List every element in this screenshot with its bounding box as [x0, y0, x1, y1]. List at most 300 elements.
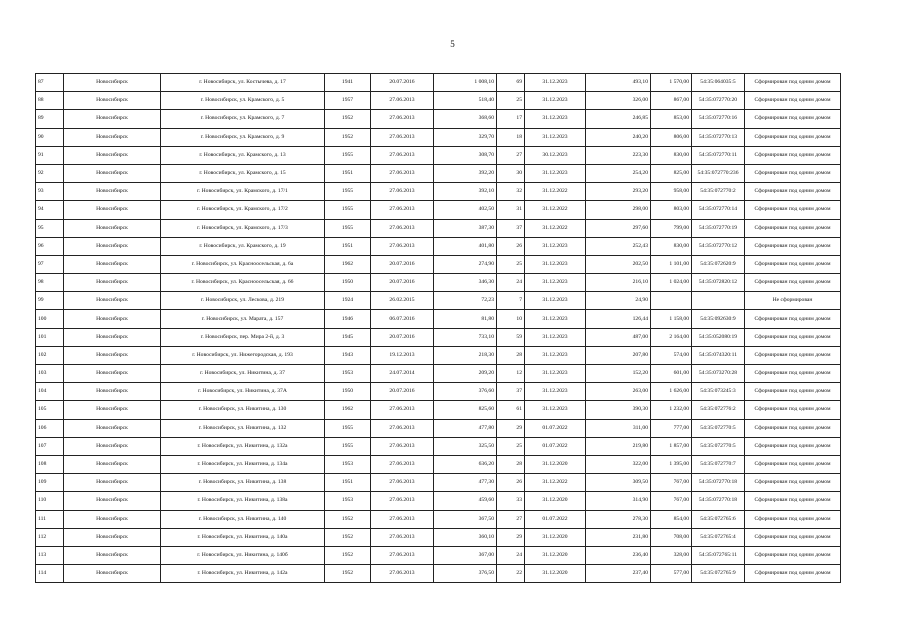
address-cell: г. Новосибирск, ул. Никитина, д. 140б [161, 546, 325, 564]
living-area-cell: 254,20 [586, 164, 651, 182]
cadastral-number-cell: 54:35:072765:11 [692, 546, 745, 564]
row-number: 91 [36, 146, 64, 164]
total-area-cell: 329,70 [434, 128, 497, 146]
table-row [36, 528, 841, 546]
land-status-cell: Сформирован под одним домом [745, 346, 841, 364]
land-area-cell: 1 857,00 [651, 437, 692, 455]
total-area-cell: 274,90 [434, 255, 497, 273]
table-row [36, 292, 841, 310]
land-area-cell: 1 158,00 [651, 310, 692, 328]
residents-count-cell: 25 [497, 92, 525, 110]
cadastral-number-cell: 54:35:052080:19 [692, 328, 745, 346]
registration-date-cell: 27.06.2013 [371, 237, 434, 255]
living-area-cell: 231,80 [586, 528, 651, 546]
settlement-cell: Новосибирск [64, 292, 161, 310]
resettlement-date-cell: 31.12.2023 [525, 92, 586, 110]
land-status-cell: Сформирован под одним домом [745, 455, 841, 473]
table-row [36, 237, 841, 255]
registration-date-cell: 27.06.2013 [371, 492, 434, 510]
settlement-cell: Новосибирск [64, 328, 161, 346]
registration-date-cell: 20.07.2016 [371, 255, 434, 273]
address-cell: г. Новосибирск, ул. Никитина, д. 142а [161, 565, 325, 583]
land-status-cell: Сформирован под одним домом [745, 255, 841, 273]
row-number: 106 [36, 419, 64, 437]
row-number: 111 [36, 510, 64, 528]
total-area-cell: 367,00 [434, 546, 497, 564]
residents-count-cell: 30 [497, 164, 525, 182]
cadastral-number-cell: 54:35:092630:9 [692, 310, 745, 328]
settlement-cell: Новосибирск [64, 546, 161, 564]
land-area-cell: 708,00 [651, 528, 692, 546]
settlement-cell: Новосибирск [64, 528, 161, 546]
settlement-cell: Новосибирск [64, 310, 161, 328]
table-row [36, 255, 841, 273]
land-status-cell: Сформирован под одним домом [745, 164, 841, 182]
settlement-cell: Новосибирск [64, 219, 161, 237]
total-area-cell: 392,20 [434, 164, 497, 182]
table-row [36, 146, 841, 164]
registration-date-cell: 27.06.2013 [371, 146, 434, 164]
table-row [36, 92, 841, 110]
build-year-cell: 1924 [325, 292, 371, 310]
address-cell: г. Новосибирск, ул. Никитина, д. 138а [161, 492, 325, 510]
total-area-cell: 733,10 [434, 328, 497, 346]
build-year-cell: 1952 [325, 110, 371, 128]
row-number: 104 [36, 383, 64, 401]
row-number: 102 [36, 346, 64, 364]
land-area-cell: 767,00 [651, 492, 692, 510]
residents-count-cell: 12 [497, 365, 525, 383]
settlement-cell: Новосибирск [64, 255, 161, 273]
row-number: 103 [36, 365, 64, 383]
living-area-cell: 252,43 [586, 237, 651, 255]
address-cell: г. Новосибирск, ул. Костычева, д. 17 [161, 74, 325, 92]
build-year-cell: 1955 [325, 437, 371, 455]
residents-count-cell: 59 [497, 328, 525, 346]
settlement-cell: Новосибирск [64, 346, 161, 364]
total-area-cell: 401,80 [434, 237, 497, 255]
row-number: 87 [36, 74, 64, 92]
cadastral-number-cell: 54:35:072770:5 [692, 419, 745, 437]
cadastral-number-cell: 54:35:072770:16 [692, 110, 745, 128]
resettlement-date-cell: 31.12.2020 [525, 528, 586, 546]
resettlement-date-cell: 30.12.2023 [525, 146, 586, 164]
address-cell: г. Новосибирск, пер. Мира 2-й, д. 3 [161, 328, 325, 346]
table-row [36, 201, 841, 219]
residents-count-cell: 33 [497, 492, 525, 510]
registration-date-cell: 27.06.2013 [371, 219, 434, 237]
table-row [36, 474, 841, 492]
table-row [36, 565, 841, 583]
cadastral-number-cell: 54:35:072770:18 [692, 474, 745, 492]
settlement-cell: Новосибирск [64, 183, 161, 201]
living-area-cell: 24,90 [586, 292, 651, 310]
residents-count-cell: 26 [497, 474, 525, 492]
address-cell: г. Новосибирск, ул. Никитина, д. 140а [161, 528, 325, 546]
row-number: 96 [36, 237, 64, 255]
land-status-cell: Сформирован под одним домом [745, 528, 841, 546]
address-cell: г. Новосибирск, ул. Никитина, д. 132а [161, 437, 325, 455]
cadastral-number-cell: 54:35:072765:4 [692, 528, 745, 546]
build-year-cell: 1952 [325, 528, 371, 546]
resettlement-date-cell: 01.07.2022 [525, 419, 586, 437]
land-status-cell: Сформирован под одним домом [745, 492, 841, 510]
registration-date-cell: 27.06.2013 [371, 474, 434, 492]
build-year-cell: 1955 [325, 183, 371, 201]
land-status-cell: Сформирован под одним домом [745, 328, 841, 346]
resettlement-date-cell: 31.12.2023 [525, 274, 586, 292]
registration-date-cell: 27.06.2013 [371, 401, 434, 419]
build-year-cell: 1952 [325, 565, 371, 583]
living-area-cell: 223,30 [586, 146, 651, 164]
land-status-cell: Сформирован под одним домом [745, 383, 841, 401]
row-number: 100 [36, 310, 64, 328]
cadastral-number-cell [692, 292, 745, 310]
build-year-cell: 1953 [325, 365, 371, 383]
cadastral-number-cell: 54:35:072770:2 [692, 183, 745, 201]
row-number: 107 [36, 437, 64, 455]
land-area-cell: 854,00 [651, 510, 692, 528]
land-area-cell: 1 024,00 [651, 274, 692, 292]
registration-date-cell: 27.06.2013 [371, 528, 434, 546]
total-area-cell: 308,70 [434, 146, 497, 164]
land-status-cell: Сформирован под одним домом [745, 565, 841, 583]
land-area-cell [651, 292, 692, 310]
resettlement-date-cell: 31.12.2020 [525, 455, 586, 473]
resettlement-date-cell: 31.12.2023 [525, 346, 586, 364]
resettlement-date-cell: 31.12.2022 [525, 183, 586, 201]
row-number: 99 [36, 292, 64, 310]
table-row [36, 274, 841, 292]
resettlement-date-cell: 31.12.2020 [525, 546, 586, 564]
address-cell: г. Новосибирск, ул. Никитина, д. 130 [161, 401, 325, 419]
land-status-cell: Сформирован под одним домом [745, 110, 841, 128]
total-area-cell: 459,60 [434, 492, 497, 510]
cadastral-number-cell: 54:35:073270:28 [692, 365, 745, 383]
settlement-cell: Новосибирск [64, 128, 161, 146]
residents-count-cell: 7 [497, 292, 525, 310]
build-year-cell: 1952 [325, 546, 371, 564]
living-area-cell: 207,80 [586, 346, 651, 364]
residents-count-cell: 22 [497, 565, 525, 583]
build-year-cell: 1955 [325, 219, 371, 237]
row-number: 105 [36, 401, 64, 419]
living-area-cell: 297,60 [586, 219, 651, 237]
land-status-cell: Сформирован под одним домом [745, 546, 841, 564]
address-cell: г. Новосибирск, ул. Нижегородская, д. 193 [161, 346, 325, 364]
land-area-cell: 958,00 [651, 183, 692, 201]
cadastral-number-cell: 54:35:072776:2 [692, 401, 745, 419]
cadastral-number-cell: 54:35:072770:11 [692, 146, 745, 164]
row-number: 89 [36, 110, 64, 128]
table-row [36, 110, 841, 128]
registration-date-cell: 27.06.2013 [371, 183, 434, 201]
address-cell: г. Новосибирск, ул. Крамского, д. 15 [161, 164, 325, 182]
build-year-cell: 1950 [325, 383, 371, 401]
registration-date-cell: 27.06.2013 [371, 419, 434, 437]
row-number: 97 [36, 255, 64, 273]
address-cell: г. Новосибирск, ул. Лескова, д. 219 [161, 292, 325, 310]
residents-count-cell: 61 [497, 401, 525, 419]
total-area-cell: 392,10 [434, 183, 497, 201]
land-status-cell: Сформирован под одним домом [745, 74, 841, 92]
residents-count-cell: 37 [497, 219, 525, 237]
row-number: 112 [36, 528, 64, 546]
build-year-cell: 1953 [325, 455, 371, 473]
cadastral-number-cell: 54:35:072770:14 [692, 201, 745, 219]
resettlement-date-cell: 01.07.2022 [525, 510, 586, 528]
living-area-cell: 293,20 [586, 183, 651, 201]
build-year-cell: 1962 [325, 401, 371, 419]
registration-date-cell: 27.06.2013 [371, 546, 434, 564]
address-cell: г. Новосибирск, ул. Красноосельская, д. 6а [161, 255, 325, 273]
table-row [36, 365, 841, 383]
table-row [36, 455, 841, 473]
residents-count-cell: 37 [497, 383, 525, 401]
table-row [36, 546, 841, 564]
living-area-cell: 202,50 [586, 255, 651, 273]
living-area-cell: 219,80 [586, 437, 651, 455]
settlement-cell: Новосибирск [64, 510, 161, 528]
settlement-cell: Новосибирск [64, 237, 161, 255]
settlement-cell: Новосибирск [64, 146, 161, 164]
resettlement-date-cell: 31.12.2023 [525, 237, 586, 255]
land-area-cell: 853,00 [651, 110, 692, 128]
table-row [36, 310, 841, 328]
registration-date-cell: 20.07.2016 [371, 383, 434, 401]
living-area-cell: 237,40 [586, 565, 651, 583]
living-area-cell: 236,40 [586, 546, 651, 564]
land-area-cell: 601,00 [651, 365, 692, 383]
land-area-cell: 799,00 [651, 219, 692, 237]
resettlement-date-cell: 31.12.2023 [525, 310, 586, 328]
address-cell: г. Новосибирск, ул. Никитина, д. 37А [161, 383, 325, 401]
table-row [36, 383, 841, 401]
settlement-cell: Новосибирск [64, 401, 161, 419]
address-cell: г. Новосибирск, ул. Крамского, д. 17/3 [161, 219, 325, 237]
build-year-cell: 1953 [325, 492, 371, 510]
residents-count-cell: 31 [497, 201, 525, 219]
land-status-cell: Сформирован под одним домом [745, 474, 841, 492]
living-area-cell: 493,10 [586, 74, 651, 92]
residents-count-cell: 25 [497, 255, 525, 273]
cadastral-number-cell: 54:35:072765:9 [692, 565, 745, 583]
resettlement-date-cell: 31.12.2023 [525, 255, 586, 273]
cadastral-number-cell: 54:35:064035:5 [692, 74, 745, 92]
resettlement-date-cell: 31.12.2023 [525, 328, 586, 346]
total-area-cell: 387,30 [434, 219, 497, 237]
address-cell: г. Новосибирск, ул. Крамского, д. 9 [161, 128, 325, 146]
total-area-cell: 346,30 [434, 274, 497, 292]
residents-count-cell: 18 [497, 128, 525, 146]
land-area-cell: 577,00 [651, 565, 692, 583]
total-area-cell: 1 008,10 [434, 74, 497, 92]
residents-count-cell: 69 [497, 74, 525, 92]
total-area-cell: 368,60 [434, 110, 497, 128]
cadastral-number-cell: 54:35:072770:13 [692, 128, 745, 146]
land-status-cell: Сформирован под одним домом [745, 201, 841, 219]
settlement-cell: Новосибирск [64, 455, 161, 473]
land-area-cell: 1 232,00 [651, 401, 692, 419]
land-status-cell: Сформирован под одним домом [745, 183, 841, 201]
land-status-cell: Не сформирован [745, 292, 841, 310]
address-cell: г. Новосибирск, ул. Никитина, д. 132 [161, 419, 325, 437]
cadastral-number-cell: 54:35:072770:5 [692, 437, 745, 455]
living-area-cell: 487,00 [586, 328, 651, 346]
registration-date-cell: 27.06.2013 [371, 92, 434, 110]
table-row [36, 510, 841, 528]
build-year-cell: 1957 [325, 92, 371, 110]
settlement-cell: Новосибирск [64, 383, 161, 401]
address-cell: г. Новосибирск, ул. Крамского, д. 13 [161, 146, 325, 164]
build-year-cell: 1955 [325, 146, 371, 164]
residents-count-cell: 27 [497, 146, 525, 164]
living-area-cell: 311,00 [586, 419, 651, 437]
total-area-cell: 72,23 [434, 292, 497, 310]
settlement-cell: Новосибирск [64, 437, 161, 455]
cadastral-number-cell: 54:35:072765:6 [692, 510, 745, 528]
residents-count-cell: 29 [497, 419, 525, 437]
total-area-cell: 477,30 [434, 474, 497, 492]
settlement-cell: Новосибирск [64, 365, 161, 383]
residents-count-cell: 10 [497, 310, 525, 328]
land-area-cell: 1 101,00 [651, 255, 692, 273]
living-area-cell: 326,00 [586, 92, 651, 110]
row-number: 114 [36, 565, 64, 583]
land-area-cell: 1 626,00 [651, 383, 692, 401]
total-area-cell: 81,80 [434, 310, 497, 328]
resettlement-date-cell: 31.12.2020 [525, 565, 586, 583]
living-area-cell: 314,90 [586, 492, 651, 510]
total-area-cell: 636,20 [434, 455, 497, 473]
address-cell: г. Новосибирск, ул. Марата, д. 157 [161, 310, 325, 328]
row-number: 108 [36, 455, 64, 473]
land-area-cell: 803,00 [651, 201, 692, 219]
table-row [36, 328, 841, 346]
residents-count-cell: 27 [497, 510, 525, 528]
settlement-cell: Новосибирск [64, 74, 161, 92]
land-area-cell: 830,00 [651, 146, 692, 164]
table-row [36, 492, 841, 510]
table-row [36, 74, 841, 92]
land-area-cell: 1 395,00 [651, 455, 692, 473]
total-area-cell: 402,50 [434, 201, 497, 219]
land-status-cell: Сформирован под одним домом [745, 128, 841, 146]
living-area-cell: 278,30 [586, 510, 651, 528]
land-area-cell: 777,00 [651, 419, 692, 437]
resettlement-date-cell: 01.07.2022 [525, 437, 586, 455]
resettlement-date-cell: 31.12.2023 [525, 74, 586, 92]
build-year-cell: 1952 [325, 128, 371, 146]
registration-date-cell: 27.06.2013 [371, 128, 434, 146]
row-number: 110 [36, 492, 64, 510]
settlement-cell: Новосибирск [64, 110, 161, 128]
land-area-cell: 328,00 [651, 546, 692, 564]
living-area-cell: 263,00 [586, 383, 651, 401]
settlement-cell: Новосибирск [64, 492, 161, 510]
living-area-cell: 246,85 [586, 110, 651, 128]
residents-count-cell: 17 [497, 110, 525, 128]
residents-count-cell: 32 [497, 183, 525, 201]
address-cell: г. Новосибирск, ул. Никитина, д. 138 [161, 474, 325, 492]
registration-date-cell: 27.06.2013 [371, 164, 434, 182]
page-number: 5 [450, 39, 455, 49]
build-year-cell: 1943 [325, 346, 371, 364]
address-cell: г. Новосибирск, ул. Крамского, д. 7 [161, 110, 325, 128]
land-area-cell: 806,00 [651, 128, 692, 146]
registration-date-cell: 27.06.2013 [371, 455, 434, 473]
total-area-cell: 376,50 [434, 565, 497, 583]
living-area-cell: 309,50 [586, 474, 651, 492]
residents-count-cell: 29 [497, 528, 525, 546]
resettlement-date-cell: 31.12.2023 [525, 383, 586, 401]
settlement-cell: Новосибирск [64, 419, 161, 437]
total-area-cell: 518,40 [434, 92, 497, 110]
row-number: 90 [36, 128, 64, 146]
land-status-cell: Сформирован под одним домом [745, 437, 841, 455]
settlement-cell: Новосибирск [64, 474, 161, 492]
cadastral-number-cell: 54:35:072770:20 [692, 92, 745, 110]
row-number: 109 [36, 474, 64, 492]
table-row [36, 128, 841, 146]
cadastral-number-cell: 54:35:072770:7 [692, 455, 745, 473]
registration-date-cell: 06.07.2016 [371, 310, 434, 328]
resettlement-date-cell: 31.12.2022 [525, 219, 586, 237]
land-status-cell: Сформирован под одним домом [745, 365, 841, 383]
table-row [36, 346, 841, 364]
address-cell: г. Новосибирск, ул. Красноосельская, д. 66 [161, 274, 325, 292]
registration-date-cell: 20.07.2016 [371, 274, 434, 292]
registration-date-cell: 20.07.2016 [371, 328, 434, 346]
cadastral-number-cell: 54:35:074320:11 [692, 346, 745, 364]
total-area-cell: 360,10 [434, 528, 497, 546]
build-year-cell: 1950 [325, 274, 371, 292]
land-status-cell: Сформирован под одним домом [745, 92, 841, 110]
registration-date-cell: 20.07.2016 [371, 74, 434, 92]
settlement-cell: Новосибирск [64, 274, 161, 292]
table-row [36, 164, 841, 182]
address-cell: г. Новосибирск, ул. Никитина, д. 37 [161, 365, 325, 383]
land-status-cell: Сформирован под одним домом [745, 146, 841, 164]
residents-count-cell: 24 [497, 546, 525, 564]
table-row [36, 183, 841, 201]
registration-date-cell: 27.06.2013 [371, 437, 434, 455]
living-area-cell: 216,10 [586, 274, 651, 292]
land-area-cell: 830,00 [651, 237, 692, 255]
row-number: 94 [36, 201, 64, 219]
land-status-cell: Сформирован под одним домом [745, 219, 841, 237]
row-number: 88 [36, 92, 64, 110]
build-year-cell: 1941 [325, 74, 371, 92]
cadastral-number-cell: 54:35:073245:3 [692, 383, 745, 401]
table-row [36, 219, 841, 237]
registration-date-cell: 27.06.2013 [371, 510, 434, 528]
build-year-cell: 1951 [325, 474, 371, 492]
resettlement-date-cell: 31.12.2023 [525, 164, 586, 182]
living-area-cell: 240,20 [586, 128, 651, 146]
total-area-cell: 325,50 [434, 437, 497, 455]
settlement-cell: Новосибирск [64, 164, 161, 182]
resettlement-date-cell: 31.12.2022 [525, 474, 586, 492]
build-year-cell: 1946 [325, 310, 371, 328]
settlement-cell: Новосибирск [64, 201, 161, 219]
build-year-cell: 1955 [325, 419, 371, 437]
land-status-cell: Сформирован под одним домом [745, 401, 841, 419]
address-cell: г. Новосибирск, ул. Никитина, д. 140 [161, 510, 325, 528]
land-status-cell: Сформирован под одним домом [745, 419, 841, 437]
cadastral-number-cell: 54:35:072820:12 [692, 274, 745, 292]
registration-date-cell: 27.06.2013 [371, 565, 434, 583]
